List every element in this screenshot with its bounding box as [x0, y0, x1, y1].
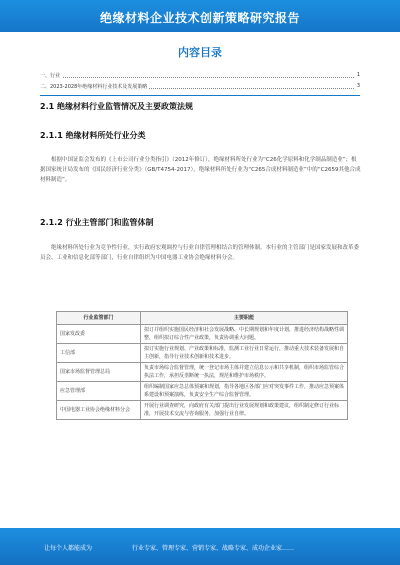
section-heading-2-1-2: 2.1.2 行业主管部门和监管体制: [40, 218, 154, 227]
section-heading-2-1: 2.1 绝缘材料行业监管情况及主要政策法规: [40, 102, 193, 111]
table-cell-duty: 拟订实施行业规划、产业政策和标准，监测工业行业日常运行，推动重大技术装备发展和自主创新，指导行业技术创新和技术进步。: [141, 344, 348, 363]
table-cell-dept: 国家市场监督管理总局: [57, 363, 141, 382]
table-cell-duty: 组织编制国家应急总体预案和规划，指导各地区各部门应对突发事件工作，推动应急预案体系建设和预案演练，负责安全生产综合监督管理。: [141, 382, 348, 401]
table-cell-dept: 中国电器工业协会绝缘材料分会: [57, 401, 141, 420]
table-cell-duty: 开展行业调查研究，向政府有关部门提出行业发展规划和政策建议，组织制定修订行业标准，开展技术交流与咨询服务，加强行业自律。: [141, 401, 348, 420]
table-cell-dept: 应急管理部: [57, 382, 141, 401]
table-row: [57, 344, 348, 363]
table-header-row: [57, 312, 348, 325]
paragraph-regulatory-system: 绝缘材料所处行业为竞争性行业，实行政府宏观调控与行业自律管理相结合的管理体制。本行业的主管部门是国家发展和改革委员会、工业和信息化部等部门，行业自律组织为中国电器工业协会绝缘材料分会。: [40, 245, 360, 261]
toc-entry-1[interactable]: [40, 72, 360, 80]
table-row: [57, 401, 348, 420]
footer-slogan-left: 让每个人都能成为: [44, 545, 93, 552]
paragraph-industry-classification: 根据中国证监会发布的《上市公司行业分类指引》（2012年修订），绝缘材料所处行业为“C26化学原料和化学制品制造业”；根据国家统计局发布的《国民经济行业分类》（GB/T4754-2017），绝缘材料所处行业为“C265合成材料制造业”中的“C2659其他合成材料制造”。: [40, 157, 361, 183]
table-header-cell: 主要职能: [141, 312, 348, 325]
table-cell-dept: 工信部: [57, 344, 141, 363]
toc-entry-2[interactable]: [40, 83, 360, 91]
toc-entry-label: 一、行业: [40, 73, 61, 79]
section-heading-2-1-1: 2.1.1 绝缘材料所处行业分类: [40, 131, 146, 140]
toc-entry-page: 3: [356, 83, 360, 89]
table-cell-duty: 拟订并组织实施国民经济和社会发展战略、中长期规划和年度计划，推进经济结构战略性调整，组织拟订综合性产业政策，负责协调重大问题。: [141, 325, 348, 344]
toc-divider: [40, 95, 360, 96]
footer-slogan-right: 行业专家、管理专家、营销专家、战略专家、成功企业家……: [132, 545, 295, 552]
report-title: 绝缘材料企业技术创新策略研究报告: [99, 11, 300, 25]
table-cell-duty: 负责市场综合监督管理，统一登记市场主体并建立信息公示和共享机制，组织市场监管综合执法工作，承担反垄断统一执法，规范和维护市场秩序。: [141, 363, 348, 382]
table-row: [57, 325, 348, 344]
toc-title: 内容目录: [178, 46, 222, 59]
footer-banner: [0, 528, 400, 565]
table-cell-dept: 国家发改委: [57, 325, 141, 344]
table-header-cell: 行业监管部门: [57, 312, 141, 325]
toc-entry-page: 1: [356, 72, 360, 78]
table-row: [57, 363, 348, 382]
toc-entry-label: 二、2023-2028年绝缘材料行业技术及发展策略: [40, 84, 148, 90]
toc-leader-dots: [40, 77, 360, 78]
regulatory-authorities-table: [56, 311, 348, 420]
table-row: [57, 382, 348, 401]
report-header-banner: [0, 0, 400, 32]
